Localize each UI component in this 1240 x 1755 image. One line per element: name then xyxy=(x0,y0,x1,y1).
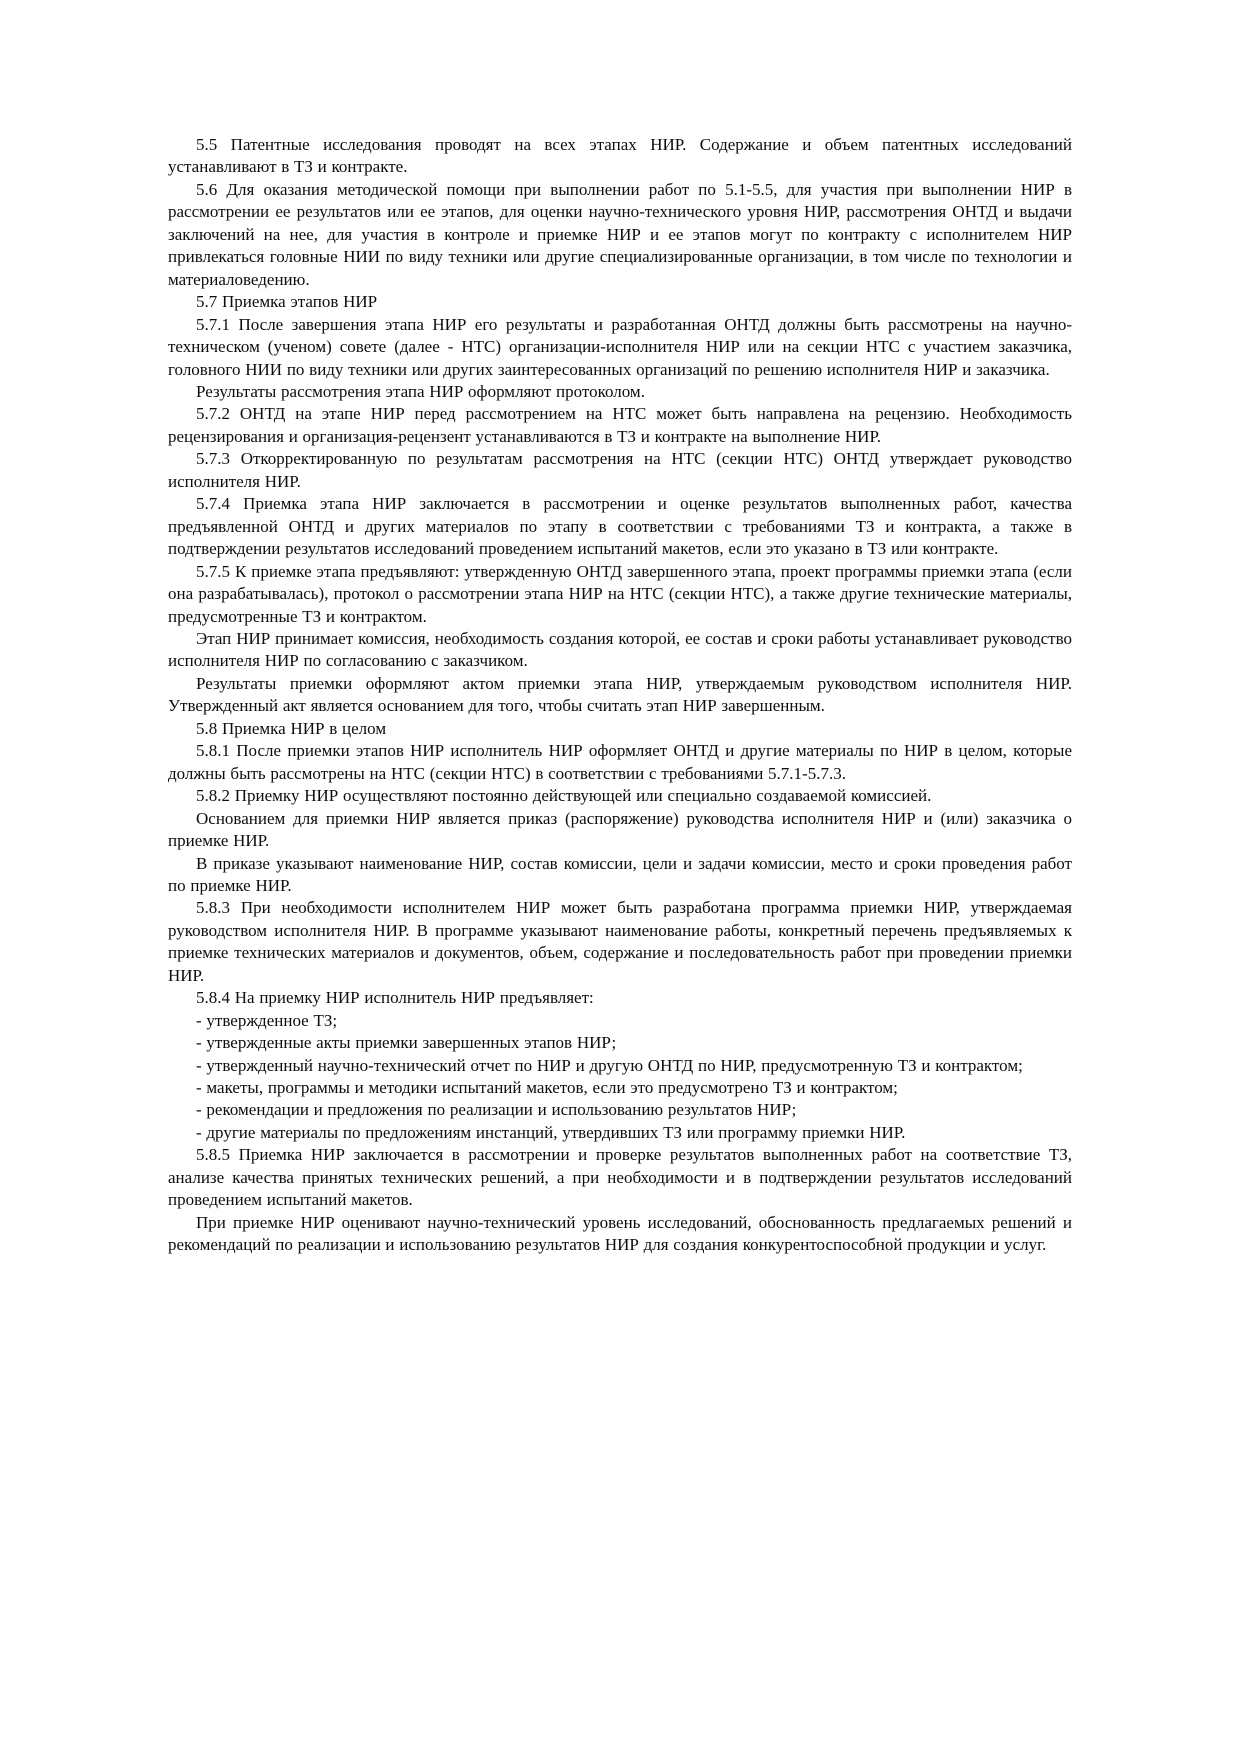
paragraph-5-8-3: 5.8.3 При необходимости исполнителем НИР может быть разработана программа приемки НИР, утверждаемая руководством исполнителя НИР. В программе указывают наименование работы, конкретный перечень предъявляемых к приемке технических материалов и документов, объем, содержание и последовательность работ при проведении приемки НИР. xyxy=(168,898,1072,985)
paragraph-5-7-1: 5.7.1 После завершения этапа НИР его результаты и разработанная ОНТД должны быть рассмотрены на научно-техническом (ученом) совете (далее - НТС) организации-исполнителя НИР или на секции НТС с участием заказчика, головного НИИ по виду техники или других заинтересованных организаций по решению исполнителя НИР и заказчика. xyxy=(168,314,1072,379)
section-heading-5-7: 5.7 Приемка этапов НИР xyxy=(196,292,378,312)
paragraph-acceptance-act-note: Результаты приемки оформляют актом приемки этапа НИР, утверждаемым руководством исполнителя НИР. Утвержденный акт является основанием для того, чтобы считать этап НИР завершенным. xyxy=(168,673,1072,716)
paragraph-order-contents-note: В приказе указывают наименование НИР, состав комиссии, цели и задачи комиссии, место и сроки проведения работ по приемке НИР. xyxy=(168,853,1072,895)
list-item-recommendations: - рекомендации и предложения по реализации и использованию результатов НИР; xyxy=(196,1100,797,1120)
paragraph-5-7-3: 5.7.3 Откорректированную по результатам рассмотрения на НТС (секции НТС) ОНТД утверждает руководство исполнителя НИР. xyxy=(168,449,1072,491)
list-item-approved-acts: - утвержденные акты приемки завершенных этапов НИР; xyxy=(196,1033,617,1053)
paragraph-commission-note: Этап НИР принимает комиссия, необходимость создания которой, ее состав и сроки работы устанавливает руководство исполнителя НИР по согласованию с заказчиком. xyxy=(168,628,1072,671)
section-heading-5-8: 5.8 Приемка НИР в целом xyxy=(196,718,387,738)
paragraph-5-8-2: 5.8.2 Приемку НИР осуществляют постоянно действующей или специально создаваемой комиссией. xyxy=(196,786,932,806)
paragraph-5-6: 5.6 Для оказания методической помощи при выполнении работ по 5.1-5.5, для участия при выполнении НИР в рассмотрении ее результатов или ее этапов, для оценки научно-технического уровня НИР, рассмотрения ОНТД и выдачи заключений на нее, для участия в контроле и приемке НИР и ее этапов могут по контракту с исполнителем НИР привлекаться головные НИИ по виду техники или другие специализированные организации, в том числе по технологии и материаловедению. xyxy=(168,179,1072,289)
list-item-mockups: - макеты, программы и методики испытаний макетов, если это предусмотрено ТЗ и контрактом; xyxy=(196,1078,898,1098)
paragraph-5-5: 5.5 Патентные исследования проводят на всех этапах НИР. Содержание и объем патентных исследований устанавливают в ТЗ и контракте. xyxy=(168,135,1072,177)
paragraph-protocol-note: Результаты рассмотрения этапа НИР оформляют протоколом. xyxy=(196,381,645,401)
list-item-other-materials: - другие материалы по предложениям инстанций, утвердивших ТЗ или программу приемки НИР. xyxy=(196,1122,906,1142)
list-item-approved-report: - утвержденный научно-технический отчет по НИР и другую ОНТД по НИР, предусмотренную ТЗ и контрактом; xyxy=(196,1055,1023,1075)
paragraph-evaluation-note: При приемке НИР оценивают научно-технический уровень исследований, обоснованность предлагаемых решений и рекомендаций по реализации и использованию результатов НИР для создания конкурентоспособной продукции и услуг. xyxy=(168,1212,1072,1255)
paragraph-5-8-4: 5.8.4 На приемку НИР исполнитель НИР предъявляет: xyxy=(196,988,594,1008)
paragraph-order-basis-note: Основанием для приемки НИР является приказ (распоряжение) руководства исполнителя НИР и (или) заказчика о приемке НИР. xyxy=(168,808,1072,851)
paragraph-5-7-2: 5.7.2 ОНТД на этапе НИР перед рассмотрением на НТС может быть направлена на рецензию. Необходимость рецензирования и организация-рецензент устанавливаются в ТЗ и контракте на выполнение НИР. xyxy=(168,404,1072,446)
paragraph-5-7-5: 5.7.5 К приемке этапа предъявляют: утвержденную ОНТД завершенного этапа, проект программы приемки этапа (если она разрабатывалась), протокол о рассмотрении этапа НИР на НТС (секции НТС), а также другие технические материалы, предусмотренные ТЗ и контрактом. xyxy=(168,561,1072,626)
paragraph-5-7-4: 5.7.4 Приемка этапа НИР заключается в рассмотрении и оценке результатов выполненных работ, качества предъявленной ОНТД и других материалов по этапу в соответствии с требованиями ТЗ и контракта, а также в подтверждении результатов исследований проведением испытаний макетов, если это указано в ТЗ или контракте. xyxy=(168,494,1072,559)
list-item-approved-tz: - утвержденное ТЗ; xyxy=(196,1010,338,1030)
paragraph-5-8-5: 5.8.5 Приемка НИР заключается в рассмотрении и проверке результатов выполненных работ на соответствие ТЗ, анализе качества принятых технических решений, а при необходимости и в подтверждении результатов исследований проведением испытаний макетов. xyxy=(168,1145,1072,1210)
paragraph-5-8-1: 5.8.1 После приемки этапов НИР исполнитель НИР оформляет ОНТД и другие материалы по НИР в целом, которые должны быть рассмотрены на НТС (секции НТС) в соответствии с требованиями 5.7.1-5.7.3. xyxy=(168,741,1072,783)
